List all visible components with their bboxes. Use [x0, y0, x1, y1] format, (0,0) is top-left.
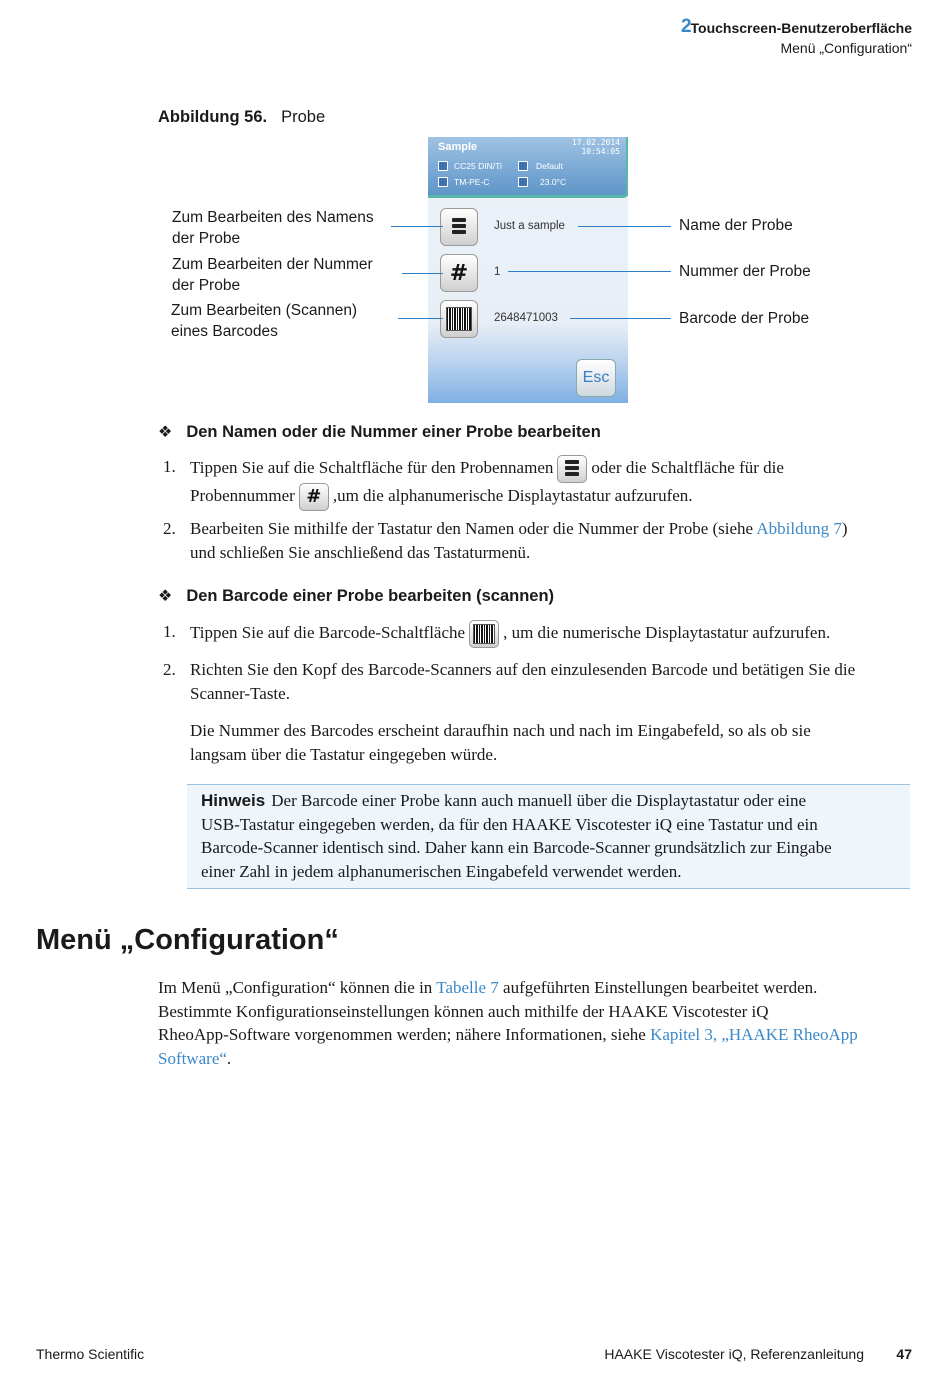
geometry-value: CC25 DIN/Ti	[454, 161, 502, 171]
edit-number-button[interactable]	[440, 254, 478, 292]
step-number: 2.	[163, 519, 176, 538]
section-heading-barcode	[158, 586, 554, 606]
callout-scan-barcode: Zum Bearbeiten (Scannen) eines Barcodes	[171, 302, 358, 340]
callout-line	[570, 318, 671, 319]
step-2-barcode: 2. Richten Sie den Kopf des Barcode-Scanners auf den einzulesenden Barcode und betätigen Sie die Scanner-Taste.	[163, 660, 856, 703]
callout-line	[391, 226, 443, 227]
configuration-heading: Menü „Configuration“	[36, 924, 339, 956]
callout-edit-number: Zum Bearbeiten der Nummer der Probe	[172, 256, 373, 294]
screen-date: 17.02.2014	[571, 138, 620, 147]
callout-line	[508, 271, 671, 272]
hash-icon: #	[449, 260, 469, 286]
barcode-icon	[446, 307, 472, 331]
step-2-edit-name: 2. Bearbeiten Sie mithilfe der Tastatur den Namen oder die Nummer der Probe (siehe Abbildung 7) und schließen Sie anschließend das Tastaturmenü.	[163, 519, 848, 562]
link-tabelle-7[interactable]: Tabelle 7	[436, 978, 499, 997]
note-text: Hinweis Der Barcode einer Probe kann auch manuell über die Displaytastatur oder eine USB-Tastatur eingegeben werden, da für den HAAKE Viscotester iQ eine Tastatur und ein Barcode-Scanner identisch sind. Daher kann ein Barcode-Scanner grundsätzlich zur Eingabe einer Zahl in jedem alphanumerischen Eingabefeld verwendet werden.	[201, 791, 832, 881]
step-1-barcode: 1. Tippen Sie auf die Barcode-Schaltfläche , um die numerische Displaytastatur aufzurufen.	[190, 620, 910, 648]
page-number: 47	[896, 1346, 912, 1362]
sample-icon	[450, 216, 468, 238]
hash-button-icon: #	[299, 483, 329, 511]
callout-sample-barcode: Barcode der Probe	[679, 310, 810, 327]
screen-status-panel	[428, 137, 628, 198]
chapter-title: Touchscreen-Benutzeroberfläche	[690, 20, 912, 36]
temp-module-value: TM-PE-C	[454, 177, 490, 187]
barcode-explanation: Die Nummer des Barcodes erscheint daraufhin nach und nach im Eingabefeld, so als ob sie langsam über die Tastatur eingegeben würde.	[190, 721, 811, 764]
diamond-bullet-icon: ❖	[158, 422, 173, 441]
link-abbildung-7[interactable]: Abbildung 7	[756, 519, 842, 538]
link-kapitel-3-cont[interactable]: Software“	[158, 1048, 227, 1068]
scan-barcode-button[interactable]	[440, 300, 478, 338]
configuration-paragraph: Im Menü „Configuration“ können die in Tabelle 7 aufgeführten Einstellungen bearbeitet werden. Bestimmte Konfigurationseinstellungen können auch mithilfe der HAAKE Viscotester iQ RheoApp-Software vorgenommen werden; nähere Informationen, siehe Kapitel 3, „HAAKE RheoApp Software“.	[158, 978, 858, 1068]
step-number: 2.	[163, 660, 176, 679]
user-icon	[518, 161, 528, 171]
screen-datetime	[572, 138, 620, 156]
esc-button[interactable]: Esc	[576, 359, 616, 397]
footer-left: Thermo Scientific	[36, 1346, 145, 1362]
section-heading-text: Den Namen oder die Nummer einer Probe bearbeiten	[186, 423, 601, 441]
screen-row-temperature	[432, 176, 622, 190]
screen-title: Sample	[438, 141, 478, 153]
diamond-bullet-icon: ❖	[158, 586, 173, 605]
step-1-edit-name: 1. Tippen Sie auf die Schaltfläche für den Probennamen oder die Schaltfläche für die Probennummer # ,um die alphanumerische Displaytastatur aufzurufen.	[190, 455, 910, 511]
screen-time: 10:54:05	[581, 147, 620, 156]
step-number: 1.	[163, 457, 176, 476]
sample-name-value: Just a sample	[494, 220, 565, 232]
section-heading-text: Den Barcode einer Probe bearbeiten (scannen)	[186, 587, 555, 605]
edit-name-button[interactable]	[440, 208, 478, 246]
figure-caption-text: Probe	[281, 108, 326, 126]
figure-label: Abbildung 56.	[158, 108, 268, 126]
note-box	[187, 784, 910, 889]
temperature-value: 23.0°C	[540, 177, 567, 187]
thermometer-icon	[518, 177, 528, 187]
step-number: 1.	[163, 622, 176, 641]
callout-line	[402, 273, 443, 274]
link-kapitel-3[interactable]: Kapitel 3, „HAAKE RheoApp	[650, 1025, 858, 1044]
callout-line	[578, 226, 671, 227]
section-title: Menü „Configuration“	[780, 40, 912, 56]
sample-number-value: 1	[494, 266, 501, 278]
temperature-module-icon	[438, 177, 448, 187]
profile-value: Default	[536, 161, 563, 171]
chapter-number: 2	[681, 16, 692, 37]
screen-row-geometry	[432, 160, 622, 174]
section-heading-edit-name	[158, 422, 601, 442]
barcode-button-icon	[469, 620, 499, 648]
footer-doc-title: HAAKE Viscotester iQ, Referenzanleitung	[604, 1346, 864, 1362]
callout-sample-number: Nummer der Probe	[679, 263, 811, 280]
device-screenshot	[428, 137, 628, 403]
sample-name-button-icon	[557, 455, 587, 483]
figure-caption	[158, 108, 325, 127]
callout-sample-name: Name der Probe	[679, 217, 793, 234]
sample-barcode-value: 2648471003	[494, 312, 558, 324]
callout-edit-name: Zum Bearbeiten des Namens der Probe	[172, 209, 374, 247]
callout-line	[398, 318, 443, 319]
note-label: Hinweis	[201, 791, 266, 810]
geometry-icon	[438, 161, 448, 171]
